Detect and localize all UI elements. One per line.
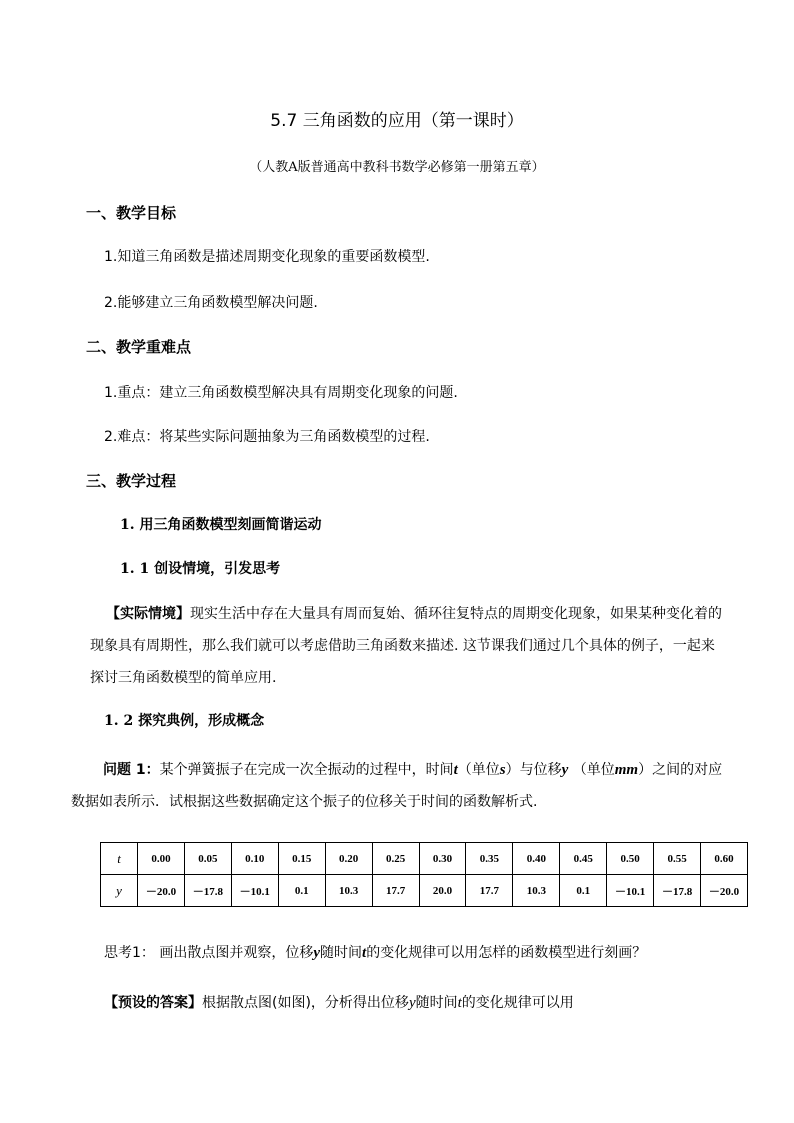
table-cell: 0.10: [231, 843, 278, 875]
table-cell: 0.1: [560, 875, 607, 907]
table-cell: 0.55: [654, 843, 701, 875]
page-subtitle: （人教A版普通高中教科书数学必修第一册第五章）: [249, 160, 545, 175]
heading-key-points: 二、教学重难点: [86, 338, 192, 356]
variable-y: y: [313, 945, 321, 961]
think-1-paragraph: 思考1： 画出散点图并观察，位移y随时间t的变化规律可以用怎样的函数模型进行刻画？: [104, 945, 647, 961]
table-header-t: t: [101, 843, 138, 875]
table-cell: 10.3: [513, 875, 560, 907]
table-cell: －20.0: [138, 875, 185, 907]
unit-s: s: [499, 762, 506, 778]
table-cell: 10.3: [325, 875, 372, 907]
page-title: 5.7 三角函数的应用（第一课时）: [270, 111, 524, 131]
heading-process: 三、教学过程: [86, 472, 177, 490]
table-cell: 0.40: [513, 843, 560, 875]
table-cell: 0.20: [325, 843, 372, 875]
subheading-examples: 1. 2 探究典例，形成概念: [104, 713, 265, 729]
answer-paragraph: 【预设的答案】根据散点图(如图)，分析得出位移y随时间t的变化规律可以用: [104, 995, 574, 1011]
key-point-item-2: 2.难点：将某些实际问题抽象为三角函数模型的过程.: [104, 429, 430, 445]
scenario-paragraph: [90, 598, 722, 694]
table-cell: 0.1: [278, 875, 325, 907]
table-cell: 17.7: [372, 875, 419, 907]
variable-y: y: [561, 762, 569, 778]
subheading-harmonic-motion: 1. 用三角函数模型刻画简谐运动: [120, 517, 322, 533]
question-1-label: 问题 1：: [103, 762, 160, 778]
table-cell: 0.50: [607, 843, 654, 875]
answer-label: 【预设的答案】: [104, 995, 202, 1011]
table-row-t: [101, 843, 748, 875]
table-cell: －10.1: [607, 875, 654, 907]
table-cell: －10.1: [231, 875, 278, 907]
scenario-text: 现实生活中存在大量具有周而复始、循环往复特点的周期变化现象，如果某种变化着的现象具有周期性，那么我们就可以考虑借助三角函数来描述. 这节课我们通过几个具体的例子，一起来探讨三角函数模型的简单应用.: [90, 606, 722, 686]
unit-mm: mm: [614, 762, 639, 778]
table-cell: 20.0: [419, 875, 466, 907]
table-cell: －17.8: [654, 875, 701, 907]
table-cell: 0.45: [560, 843, 607, 875]
question-1-paragraph: 问题 1：某个弹簧振子在完成一次全振动的过程中，时间t（单位s）与位移y （单位mm）之间的对应数据如表所示．试根据这些数据确定这个振子的位移关于时间的函数解析式.: [71, 762, 723, 810]
table-cell: 0.30: [419, 843, 466, 875]
table-cell: 0.00: [138, 843, 185, 875]
table-cell: 0.25: [372, 843, 419, 875]
table-cell: －20.0: [701, 875, 748, 907]
goal-item-2: 2.能够建立三角函数模型解决问题.: [104, 295, 318, 311]
table-cell: 17.7: [466, 875, 513, 907]
table-cell: 0.35: [466, 843, 513, 875]
table-cell: 0.15: [278, 843, 325, 875]
table-cell: 0.60: [701, 843, 748, 875]
table-header-y: y: [101, 875, 138, 907]
variable-t: t: [362, 945, 367, 961]
key-point-item-1: 1.重点：建立三角函数模型解决具有周期变化现象的问题.: [104, 385, 458, 401]
table-cell: －17.8: [184, 875, 231, 907]
data-table: [100, 842, 748, 907]
table-row-y: [101, 875, 748, 907]
subheading-situation: 1. 1 创设情境，引发思考: [120, 561, 281, 577]
heading-goals: 一、教学目标: [86, 204, 177, 222]
scenario-label: 【实际情境】: [106, 606, 190, 622]
goal-item-1: 1.知道三角函数是描述周期变化现象的重要函数模型.: [104, 249, 430, 265]
variable-t: t: [457, 995, 462, 1011]
table-cell: 0.05: [184, 843, 231, 875]
variable-y: y: [408, 995, 416, 1011]
variable-t: t: [453, 762, 458, 778]
